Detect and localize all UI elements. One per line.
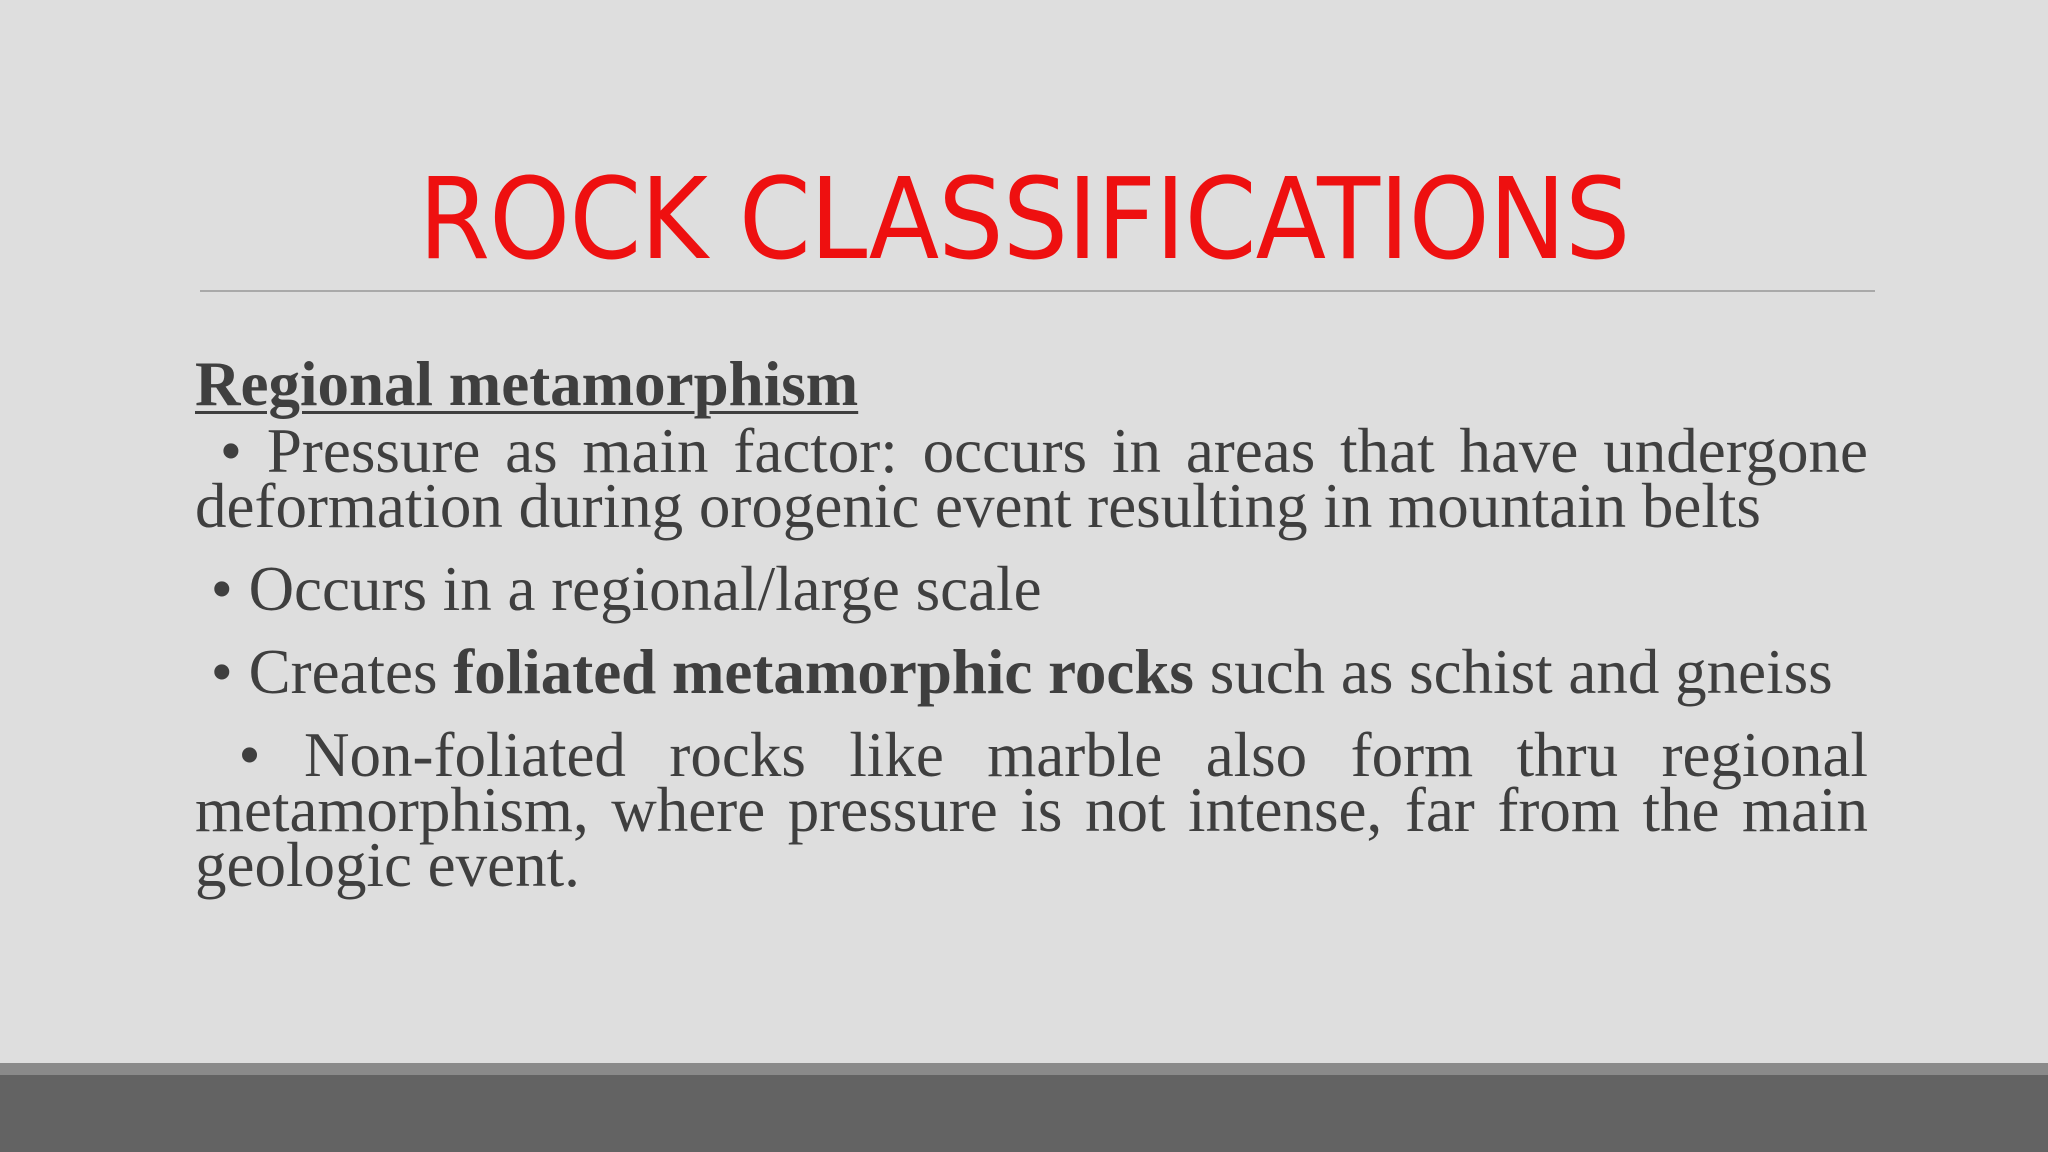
- bullet-text: Non-foliated rocks like marble also form thru regional metamorphism, where pressure is not intense, far from the main geologic event.: [195, 720, 1868, 900]
- footer-band: [0, 1075, 2048, 1152]
- bullet-text-after: such as schist and gneiss: [1193, 637, 1833, 707]
- bullet-item: [195, 720, 1868, 900]
- section-heading: Regional metamorphism: [195, 349, 859, 419]
- slide-title: ROCK CLASSIFICATIONS: [418, 155, 1630, 285]
- bullet-text: Creates: [248, 637, 454, 707]
- bullet-text: Pressure as main factor: occurs in areas that have undergone deformation during orogenic event resulting in mountain belts: [195, 416, 1869, 541]
- footer-band-accent: [0, 1063, 2048, 1075]
- bullet-marker: •: [238, 720, 261, 790]
- title-divider: [200, 290, 1875, 292]
- bullet-item: [195, 637, 1868, 707]
- slide-body: [195, 346, 1868, 921]
- bullet-text: Occurs in a regional/large scale: [248, 554, 1042, 624]
- bullet-marker: •: [219, 416, 242, 486]
- bullet-marker: •: [210, 637, 233, 707]
- bullet-bold-text: foliated metamorphic rocks: [453, 637, 1194, 707]
- bullet-item: [195, 554, 1868, 624]
- bullet-marker: •: [210, 554, 233, 624]
- bullet-item: [195, 416, 1869, 541]
